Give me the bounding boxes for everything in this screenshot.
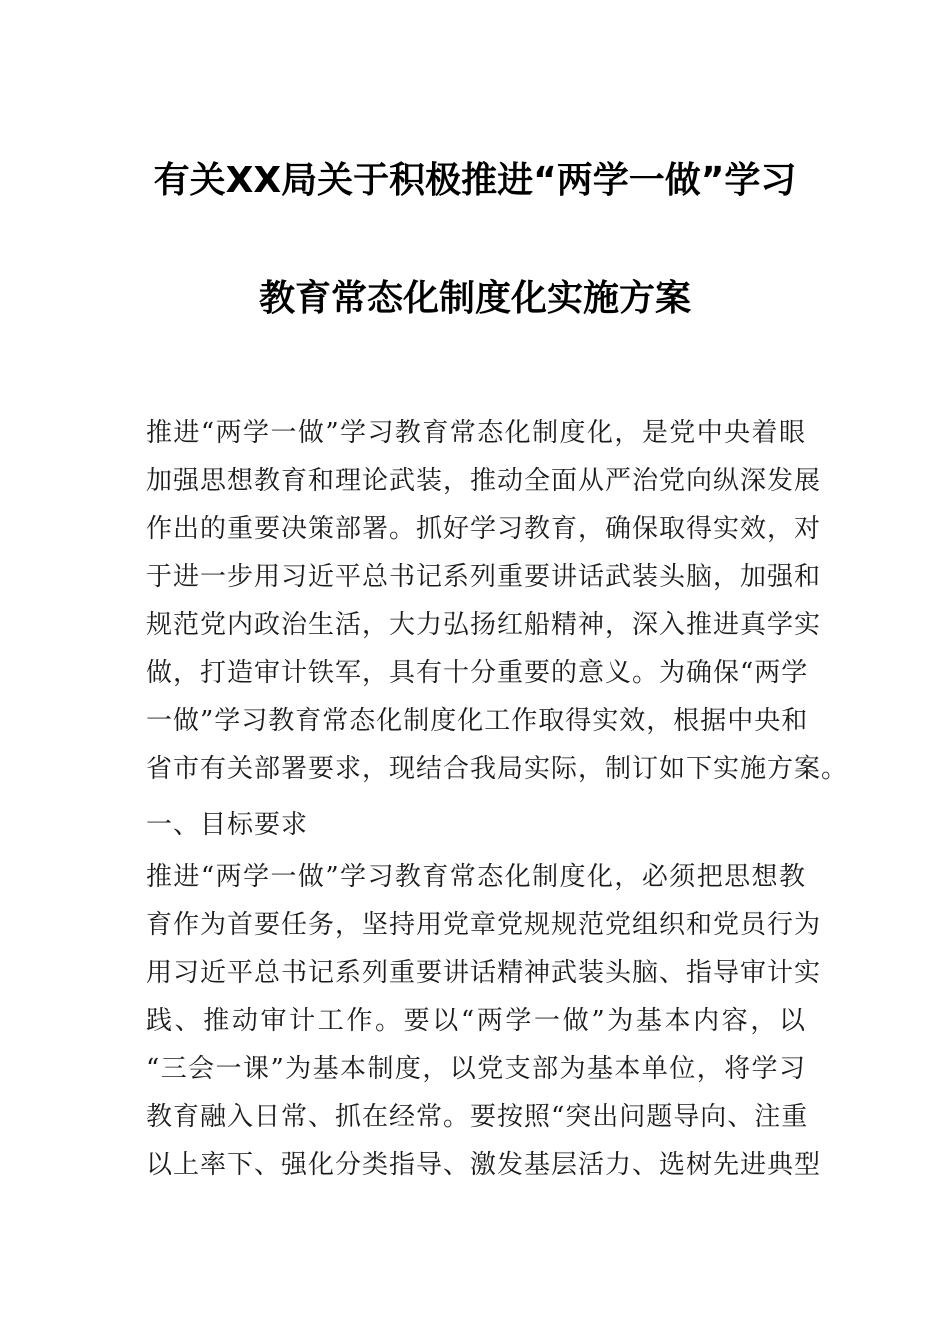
section-1-heading: 一、目标要求	[146, 810, 309, 840]
paragraph-1-line-5: 规范党内政治生活，大力弘扬红船精神，深入推进真学实	[146, 610, 822, 640]
document-title-line-1: 有关XX局关于积极推进“两学一做”学习	[153, 160, 797, 201]
paragraph-1-line-1: 推进“两学一做”学习教育常态化制度化，是党中央着眼	[146, 418, 806, 448]
paragraph-2-line-1: 推进“两学一做”学习教育常态化制度化，必须把思想教	[146, 862, 806, 892]
paragraph-1-line-6: 做，打造审计铁军，具有十分重要的意义。为确保“两学	[146, 658, 809, 688]
paragraph-1-line-7: 一做”学习教育常态化制度化工作取得实效，根据中央和	[146, 706, 809, 736]
paragraph-2-line-3: 用习近平总书记系列重要讲话精神武装头脑、指导审计实	[146, 958, 822, 988]
paragraph-1-line-3: 作出的重要决策部署。抓好学习教育，确保取得实效，对	[146, 514, 822, 544]
paragraph-1-line-2: 加强思想教育和理论武装，推动全面从严治党向纵深发展	[146, 466, 822, 496]
document-title-line-2: 教育常态化制度化实施方案	[258, 278, 691, 319]
paragraph-2-line-6: 教育融入日常、抓在经常。要按照“突出问题导向、注重	[146, 1102, 809, 1132]
paragraph-2-line-4: 践、推动审计工作。要以“两学一做”为基本内容，以	[146, 1006, 806, 1036]
paragraph-2-line-7: 以上率下、强化分类指导、激发基层活力、选树先进典型	[146, 1150, 822, 1180]
paragraph-1-line-8: 省市有关部署要求，现结合我局实际，制订如下实施方案。	[146, 754, 849, 784]
paragraph-2-line-2: 育作为首要任务，坚持用党章党规规范党组织和党员行为	[146, 910, 822, 940]
paragraph-1-line-4: 于进一步用习近平总书记系列重要讲话武装头脑，加强和	[146, 562, 822, 592]
paragraph-2-line-5: “三会一课”为基本制度，以党支部为基本单位，将学习	[146, 1054, 806, 1084]
